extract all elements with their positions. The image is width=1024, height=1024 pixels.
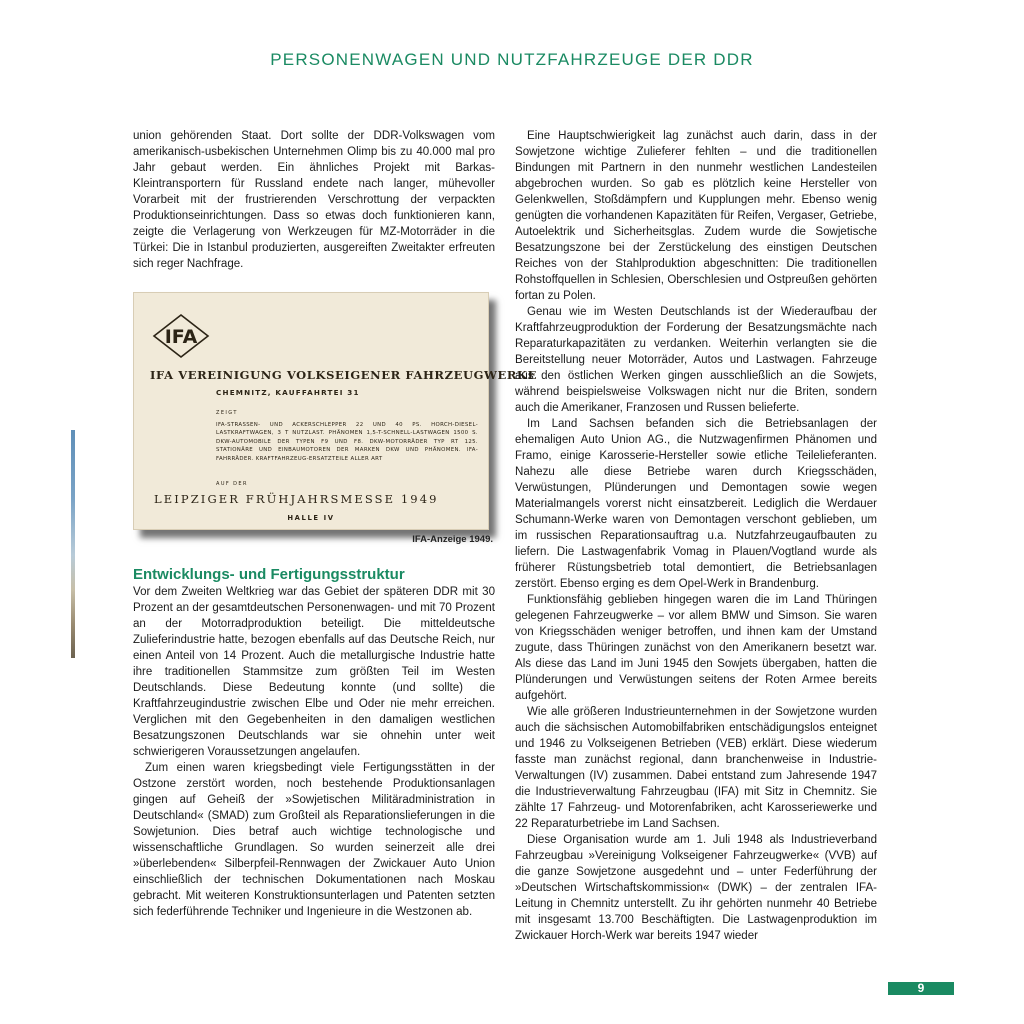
ifa-logo-icon [152, 313, 210, 359]
ad-address: CHEMNITZ, KAUFFAHRTEI 31 [216, 388, 360, 397]
ad-auf-der: AUF DER [216, 481, 248, 487]
section-subheading: Entwicklungs- und Fertigungsstruktur [133, 566, 405, 583]
right-paragraph-5: Wie alle größeren Industrieunternehmen in der Sowjetzone wurden auch die sächsischen Automobilfabriken entschädigungslos enteignet und 1946 zu Volkseigenen Betrieben (VEB) erklärt. Diese wiederum fasste man zunächst regional, dann branchenweise in Industrie-Verwaltungen (IV) zusammen. Dabei entstand zum Jahresende 1947 die Industrieverwaltung Fahrzeugbau (IFA) mit Sitz in Chemnitz. Sie zählte 17 Fahrzeug- und Motorenfabriken, acht Karosseriewerke und 22 Reparaturbetriebe im Land Sachsen. [515, 706, 877, 830]
running-head: PERSONENWAGEN UND NUTZFAHRZEUGE DER DDR [270, 50, 754, 69]
right-paragraph-4: Funktionsfähig geblieben hingegen waren die im Land Thüringen gelegenen Fahrzeugwerke – vor allem BMW und Simson. Sie waren von Kriegsschäden weniger betroffen, und ihnen kam der Umstand zugute, dass Thüringen zunächst von den Amerikanern besetzt war. Als diese das Land im Juni 1945 den Sowjets übergaben, hatten die Plünderungen und Verwüstungen seitens der Roten Armee bereits aufgehört. [515, 594, 877, 702]
ad-hall: HALLE IV [287, 514, 335, 522]
right-paragraph-2: Genau wie im Westen Deutschlands ist der Wiederaufbau der Kraftfahrzeugproduktion der Forderung der Besatzungsmächte nach Reparaturkapazitäten zu verdanken. Weiterhin verlangten sie die Bereitstellung neuer Motorräder, Autos und Lastwagen. Fahrzeuge aus den östlichen Werken gingen ausschließlich an die Sowjets, während beispielsweise Volkswagen nicht nur die Briten, sondern auch die Amerikaner, Franzosen und Russen belieferte. [515, 306, 877, 414]
figure-caption: IFA-Anzeige 1949. [412, 534, 493, 545]
left-paragraph-2: Zum einen waren kriegsbedingt viele Fertigungsstätten in der Ostzone zerstört worden, noch bestehende Produktionsanlagen gingen auf Geheiß der »Sowjetischen Militäradministration in Deutschland« (SMAD) zum Großteil als Reparationslieferungen in die Sowjetunion. Dies betraf auch wichtige technologische und wissenschaftliche Grundlagen. So wurden seinerzeit alle drei »überlebenden« Silberpfeil-Rennwagen der Zwickauer Auto Union einschließlich der technischen Dokumentationen nach Moskau gebracht. Mit weiteren Konstruktionsunterlagen und Patenten setzten sich federführende Techniker und Ingenieure in die Westzonen ab. [133, 762, 495, 918]
ad-product-list: IFA-STRASSEN- UND ACKERSCHLEPPER 22 UND 40 PS. HORCH-DIESEL-LASTKRAFTWAGEN, 3 T NUTZLAST. PHÄNOMEN 1,5-T-SCHNELL-LASTWAGEN 1500 S. DKW-AUTOMOBILE DER TYPEN F9 UND F8. DKW-MOTORRÄDER TYP RT 125. STATIONÄRE UND EINBAUMOTOREN DER MARKEN DKW UND PHÄNOMEN. IFA-FAHRRÄDER. KRAFTFAHRZEUG-ERSATZTEILE ALLER ART [216, 422, 478, 462]
ad-fair-name: LEIPZIGER FRÜHJAHRSMESSE 1949 [154, 492, 439, 506]
ifa-logo-text: IFA [164, 326, 198, 348]
page-number: 9 [888, 982, 954, 995]
left-paragraph-1: Vor dem Zweiten Weltkrieg war das Gebiet der späteren DDR mit 30 Prozent an der gesamtdeutschen Personenwagen- und mit 70 Prozent an der Motorradproduktion beteiligt. Die mitteldeutsche Zulieferindustrie hatte, bezogen ebenfalls auf das Deutsche Reich, nur einen Anteil von 14 Prozent. Auch die metallurgische Industrie hatte ihre traditionellen Stammsitze zum größten Teil im Westen Deutschlands. Diese Bedeutung konnte (und sollte) die Kraftfahrzeugindustrie zwischen Elbe und Oder nie mehr erreichen. Verglichen mit den Gegebenheiten in den damaligen westlichen Besatzungszonen Deutschlands war sie ohnehin unter weit schwierigeren Voraussetzungen angelaufen. [133, 586, 495, 758]
intro-paragraph: union gehörenden Staat. Dort sollte der DDR-Volkswagen vom amerikanisch-usbekischen Unternehmen Olimp bis zu 40.000 mal pro Jahr gebaut werden. Ein ähnliches Projekt mit Barkas-Kleintransportern für Russland endete nach langer, mühevoller Vorarbeit mit der frustrierenden Verschrottung der verpackten Produktionseinrichtungen. Dass so etwas doch funktionieren kann, zeigte die Verlagerung von Werkzeugen für MZ-Motorräder in die Türkei: Die in Istanbul produzierten, ausgereiften Zweitakter erfreuten sich reger Nachfrage. [133, 130, 495, 270]
left-column [133, 128, 538, 920]
advertisement-figure [133, 292, 538, 545]
right-paragraph-1: Eine Hauptschwierigkeit lag zunächst auch darin, dass in der Sowjetzone wichtige Zulieferer fehlten – und die traditionellen Bindungen mit Partnern in den nunmehr westlichen Landesteilen abgebrochen wurden. So gab es plötzlich keine Hersteller von Gelenkwellen, Stoßdämpfern und Kupplungen mehr. Ebenso wenig genügten die vorhandenen Kapazitäten für Reifen, Vergaser, Getriebe, Autoelektrik und Sicherheitsglas. Zudem wurde die Sowjetische Besatzungszone bei der Zerstückelung des einstigen Deutschen Reiches von der Stahlproduktion abgeschnitten: Die traditionellen Rohstoffquellen in Schlesien, Oberschlesien und Ostpreußen gehörten fortan zu Polen. [515, 130, 877, 302]
right-paragraph-3: Im Land Sachsen befanden sich die Betriebsanlagen der ehemaligen Auto Union AG., die Nutzwagenfirmen Phänomen und Framo, einige Karosserie-Hersteller sowie etliche Teilelieferanten. Nahezu alle diese Betriebe waren durch Kriegsschäden, Verwüstungen, Plünderungen und Demontagen sowie wegen Materialmangels vorerst nicht einsatzbereit. Lediglich die Werdauer Schumann-Werke waren von Demontagen verschont geblieben, um im russischen Reparationsauftrag u.a. Nutzfahrzeugaufbauten zu liefern. Die Lastwagenfabrik Vomag in Plauen/Vogtland wurde als früherer Rüstungsbetrieb total demontiert, die Betriebsanlagen zerstört. Ebenso erging es dem Opel-Werk in Brandenburg. [515, 418, 877, 590]
right-column [515, 128, 877, 944]
ad-zeigt: ZEIGT [216, 410, 238, 416]
ifa-advertisement [133, 292, 538, 530]
edge-photo-strip [71, 430, 75, 658]
right-paragraph-6: Diese Organisation wurde am 1. Juli 1948 als Industrieverband Fahrzeugbau »Vereinigung Volkseigener Fahrzeugwerke« (VVB) auf die ganze Sowjetzone ausgedehnt und – unter Federführung der »Deutschen Wirtschaftskommission« (DWK) – der zentralen IFA-Leitung in Chemnitz unterstellt. Zu ihr gehörten nunmehr 40 Betriebe mit insgesamt 13.700 Beschäftigten. Die Lastwagenproduktion im Zwickauer Horch-Werk war bereits 1947 wieder [515, 834, 877, 942]
ad-title: IFA VEREINIGUNG VOLKSEIGENER FAHRZEUGWERKE [150, 368, 538, 382]
